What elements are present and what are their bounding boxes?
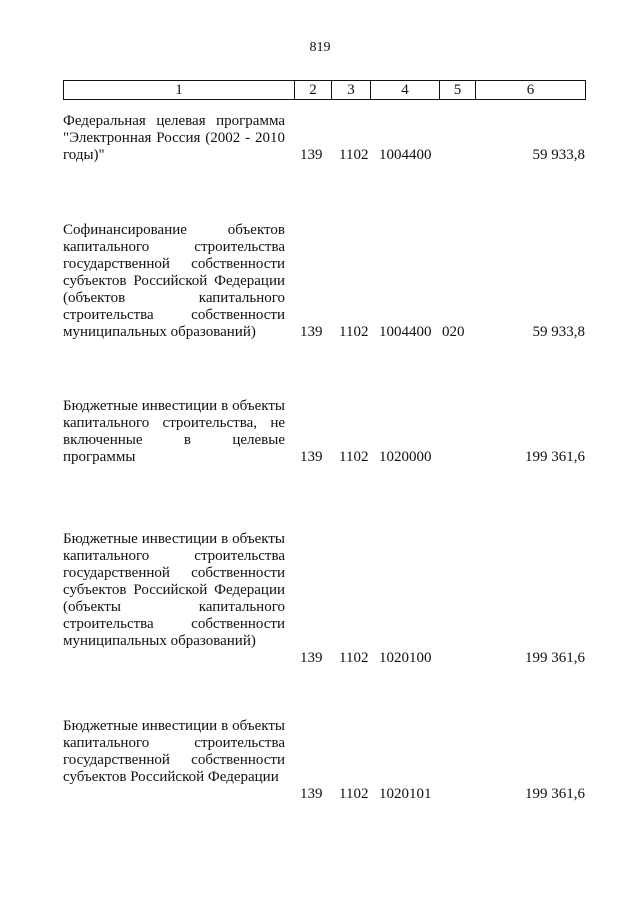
page-number: 819 <box>309 40 331 55</box>
header-col-2: 2 <box>295 81 332 99</box>
row-col-3: 1102 <box>339 786 369 802</box>
row-col-5: 020 <box>442 324 465 340</box>
table-row <box>63 718 585 803</box>
row-col-6: 199 361,6 <box>525 650 585 666</box>
row-description: Бюджетные инвестиции в объекты капитального строительства государственной собственности субъектов Российской Федерации <box>63 718 285 785</box>
header-col-3: 3 <box>332 81 371 99</box>
row-description: Софинансирование объектов капитального строительства государственной собственности субъектов Российской Федерации (объектов капитального строительства собственности муниципальных образований) <box>63 222 285 340</box>
row-col-4: 1020101 <box>379 786 432 802</box>
row-col-6: 59 933,8 <box>532 147 585 163</box>
row-col-4: 1004400 <box>379 324 432 340</box>
row-description: Федеральная целевая программа "Электронная Россия (2002 - 2010 годы)" <box>63 113 285 163</box>
row-col-6: 199 361,6 <box>525 449 585 465</box>
header-col-4: 4 <box>371 81 440 99</box>
row-col-2: 139 <box>300 449 323 465</box>
table-row <box>63 398 585 466</box>
row-col-4: 1020100 <box>379 650 432 666</box>
row-col-6: 199 361,6 <box>525 786 585 802</box>
row-description: Бюджетные инвестиции в объекты капитального строительства государственной собственности субъектов Российской Федерации (объекты капитального строительства собственности муниципальных образований) <box>63 531 285 649</box>
row-col-2: 139 <box>300 786 323 802</box>
row-col-3: 1102 <box>339 147 369 163</box>
row-col-3: 1102 <box>339 650 369 666</box>
table-row <box>63 113 585 164</box>
table-header <box>63 80 586 100</box>
table-row <box>63 531 585 667</box>
header-col-6: 6 <box>526 82 535 98</box>
row-col-4: 1004400 <box>379 147 432 163</box>
header-col-5: 5 <box>440 81 476 99</box>
row-col-6: 59 933,8 <box>532 324 585 340</box>
row-col-2: 139 <box>300 324 323 340</box>
table-row <box>63 222 585 341</box>
row-description: Бюджетные инвестиции в объекты капитального строительства, не включенные в целевые программы <box>63 398 285 465</box>
row-col-4: 1020000 <box>379 449 432 465</box>
row-col-2: 139 <box>300 650 323 666</box>
row-col-3: 1102 <box>339 324 369 340</box>
row-col-2: 139 <box>300 147 323 163</box>
header-col-1: 1 <box>64 81 295 99</box>
row-col-3: 1102 <box>339 449 369 465</box>
